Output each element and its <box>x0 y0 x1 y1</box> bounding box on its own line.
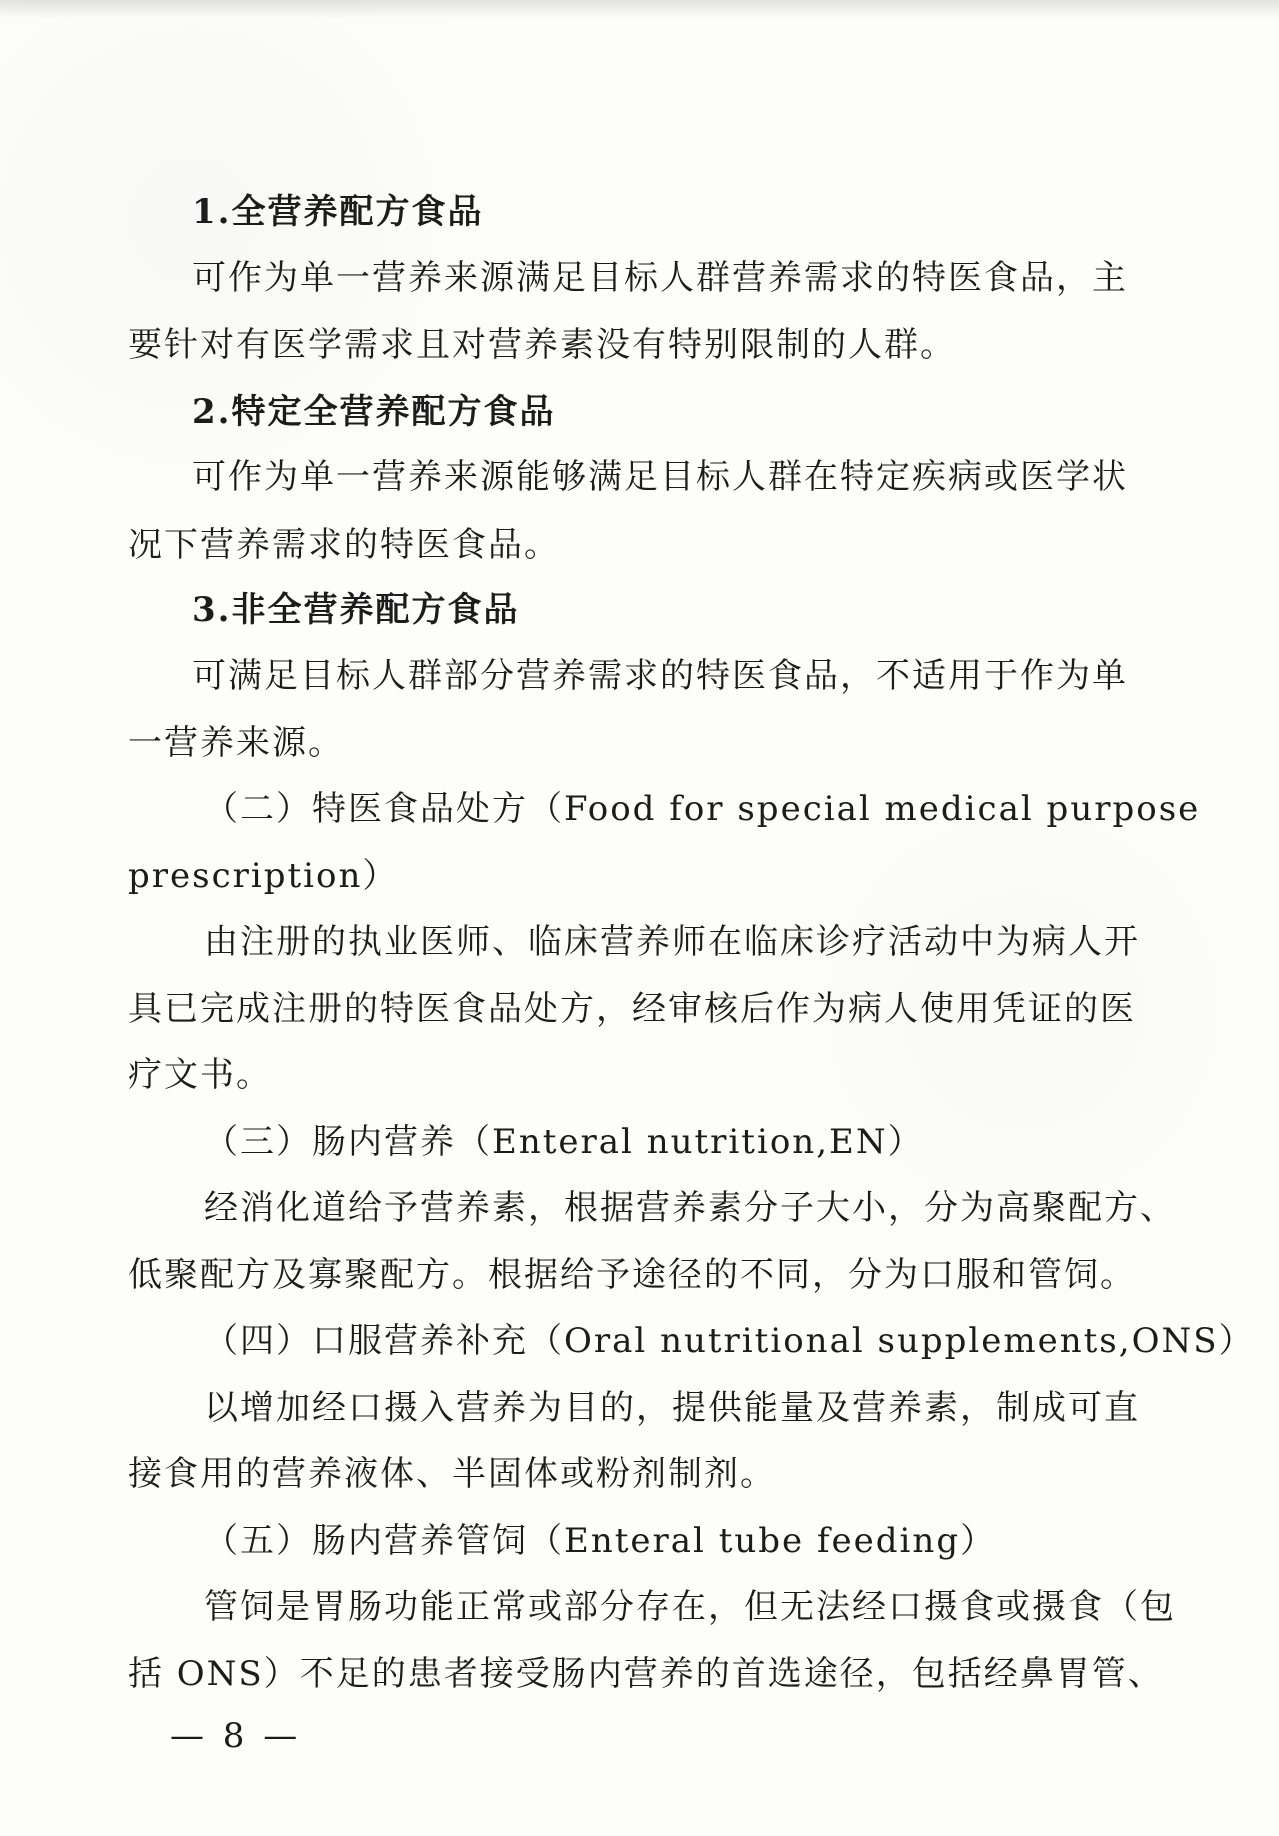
definition-heading: （四）口服营养补充（Oral nutritional supplements,ONS） <box>204 1321 1255 1361</box>
paragraph-line: 可满足目标人群部分营养需求的特医食品，不适用于作为单 <box>192 656 1128 696</box>
paragraph-line: 接食用的营养液体、半固体或粉剂制剂。 <box>128 1454 776 1494</box>
definition-heading: （三）肠内营养（Enteral nutrition,EN） <box>204 1122 924 1162</box>
paragraph-line: 疗文书。 <box>128 1055 272 1095</box>
paragraph-line: 可作为单一营养来源能够满足目标人群在特定疾病或医学状 <box>192 457 1128 497</box>
paragraph-line: 况下营养需求的特医食品。 <box>128 525 560 565</box>
paragraph-line: 经消化道给予营养素，根据营养素分子大小，分为高聚配方、 <box>204 1188 1176 1228</box>
section-heading-1: 1.全营养配方食品 <box>192 192 484 232</box>
page-number: — 8 — <box>170 1716 302 1756</box>
paragraph-line: 括 ONS）不足的患者接受肠内营养的首选途径，包括经鼻胃管、 <box>128 1654 1164 1694</box>
definition-heading: （二）特医食品处方（Food for special medical purpose <box>204 789 1201 829</box>
definition-heading: （五）肠内营养管饲（Enteral tube feeding） <box>204 1521 997 1561</box>
paragraph-line: 具已完成注册的特医食品处方，经审核后作为病人使用凭证的医 <box>128 989 1136 1029</box>
paragraph-line: 可作为单一营养来源满足目标人群营养需求的特医食品，主 <box>192 258 1128 298</box>
section-heading-3: 3.非全营养配方食品 <box>192 590 520 630</box>
paragraph-line: 管饲是胃肠功能正常或部分存在，但无法经口摄食或摄食（包 <box>204 1587 1176 1627</box>
section-heading-2: 2.特定全营养配方食品 <box>192 392 556 432</box>
paragraph-line: prescription） <box>128 856 399 896</box>
paragraph-line: 一营养来源。 <box>128 723 344 763</box>
paragraph-line: 要针对有医学需求且对营养素没有特别限制的人群。 <box>128 325 956 365</box>
paragraph-line: 以增加经口摄入营养为目的，提供能量及营养素，制成可直 <box>204 1388 1140 1428</box>
scan-shadow <box>0 0 1279 18</box>
paragraph-line: 由注册的执业医师、临床营养师在临床诊疗活动中为病人开 <box>204 922 1140 962</box>
paragraph-line: 低聚配方及寡聚配方。根据给予途径的不同，分为口服和管饲。 <box>128 1255 1136 1295</box>
